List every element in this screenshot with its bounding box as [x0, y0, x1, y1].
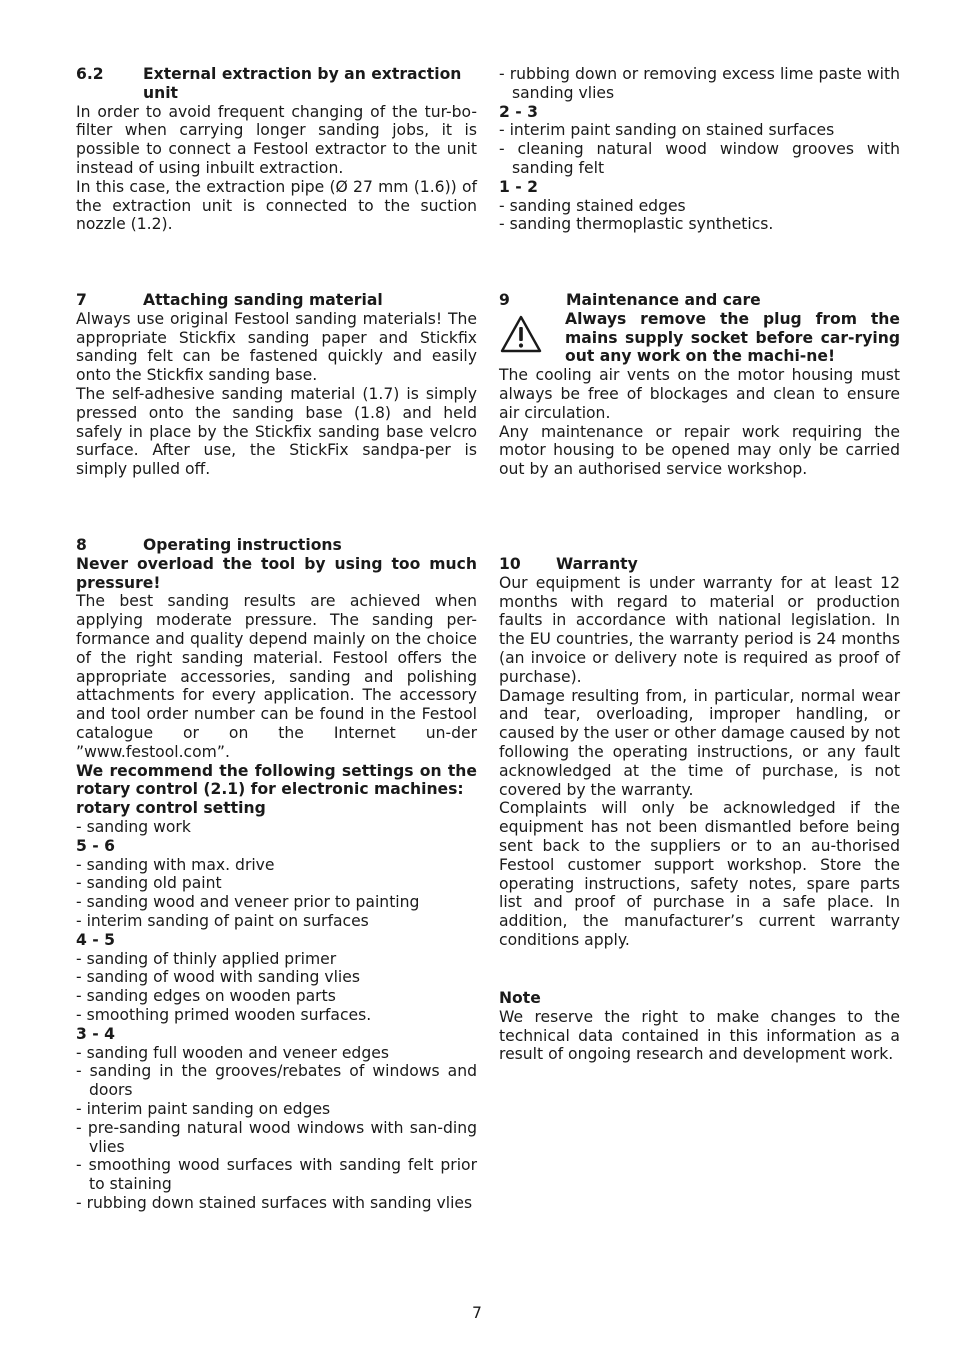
note-heading: Note [499, 989, 541, 1007]
setting-heading: 1 - 2 [499, 177, 539, 196]
list-item: - rubbing down or removing excess lime paste with sanding vlies [499, 65, 900, 102]
list-item: - sanding of thinly applied primer [76, 949, 337, 968]
warning-triangle-icon [499, 314, 543, 354]
page-number: 7 [472, 1304, 482, 1322]
list-item: - sanding in the grooves/rebates of windows and doors [76, 1062, 477, 1100]
list-item: - sanding thermoplastic synthetics. [499, 215, 774, 234]
section-7 [76, 291, 477, 479]
list-item: - interim paint sanding on stained surfaces [499, 121, 835, 140]
list-item: - sanding full wooden and veneer edges [76, 1043, 389, 1062]
list-item: - interim paint sanding on edges [76, 1099, 331, 1118]
list-item: - sanding work [76, 817, 191, 836]
paragraph: Complaints will only be acknowledged if the equipment has not been dismantled before being sent back to the suppliers or to an au-thorised Festool customer support workshop. Store the operating instructions, safety notes, spare parts list and proof of purchase in a safe place. In addition, the manufacturer’s current warranty conditions apply. [499, 799, 900, 949]
paragraph: Any maintenance or repair work requiring the motor housing to be opened may only be carried out by an authorised service workshop. [499, 422, 900, 479]
list-item: - pre-sanding natural wood windows with san-ding vlies [76, 1118, 477, 1156]
section-6-2 [76, 65, 477, 234]
paragraph: The cooling air vents on the motor housing must always be free of blockages and clean to ensure air circulation. [499, 366, 900, 422]
recommendation-text: We recommend the following settings on the rotary control (2.1) for electronic machines: [76, 761, 477, 799]
note-section [499, 989, 900, 1064]
warning-text: Never overload the tool by using too much pressure! [76, 554, 477, 592]
section-heading: 6.2 External extraction by an extraction unit [76, 65, 462, 102]
section-10 [499, 555, 900, 950]
warning-text: Always remove the plug from the mains supply socket before car-rying out any work on the machi-ne! [565, 309, 900, 366]
settings-continued [499, 65, 900, 234]
setting-heading: 3 - 4 [76, 1024, 116, 1043]
list-item: - sanding of wood with sanding vlies [76, 968, 360, 987]
setting-heading: 5 - 6 [76, 836, 116, 855]
list-item: - sanding old paint [76, 874, 222, 893]
section-heading: 10 Warranty [499, 555, 638, 573]
paragraph: The best sanding results are achieved when applying moderate pressure. The sanding per-formance and quality depend mainly on the choice of the right sanding material. Festool offers the appropriate accessories, sanding and polishing attachments for every application. The accessory and tool order number can be found in the Festool catalogue or on the Internet un-der ”www.festool.com”. [76, 592, 477, 761]
section-9 [499, 291, 900, 479]
section-heading: 8 Operating instructions [76, 536, 342, 554]
list-item: - sanding wood and veneer prior to painting [76, 893, 420, 912]
section-heading: 7 Attaching sanding material [76, 291, 383, 309]
section-heading: 9 Maintenance and care [499, 291, 761, 309]
paragraph: In this case, the extraction pipe (Ø 27 mm (1.6)) of the extraction unit is connected to the suction nozzle (1.2). [76, 177, 477, 234]
list-item: - interim sanding of paint on surfaces [76, 911, 369, 930]
list-item: - sanding with max. drive [76, 855, 275, 874]
list-item: - rubbing down stained surfaces with sanding vlies [76, 1193, 473, 1212]
paragraph: Damage resulting from, in particular, normal wear and tear, overloading, improper handling, or caused by the user or other damage caused by not following the operating instructions, or any fault acknowledged at the time of purchase, is not covered by the warranty. [499, 686, 900, 799]
warning-block [499, 310, 900, 366]
paragraph: Always use original Festool sanding materials! The appropriate Stickfix sanding paper and Stickfix sanding felt can be fastened quickly and easily onto the Stickfix sanding base. [76, 309, 477, 385]
paragraph: Our equipment is under warranty for at least 12 months with regard to material or production faults in accordance with national legislation. In the EU countries, the warranty period is 24 months (an invoice or delivery note is required as proof of purchase). [499, 573, 900, 686]
section-8 [76, 536, 477, 1213]
list-item: - smoothing primed wooden surfaces. [76, 1005, 372, 1024]
list-item: - cleaning natural wood window grooves with sanding felt [499, 140, 900, 177]
setting-heading: 2 - 3 [499, 102, 539, 121]
paragraph: The self-adhesive sanding material (1.7) is simply pressed onto the sanding base (1.8) and held safely in place by the Stickfix sanding base velcro surface. After use, the StickFix sandpa-per is simply pulled off. [76, 384, 477, 479]
paragraph: We reserve the right to make changes to the technical data contained in this information as a result of ongoing research and development work. [499, 1007, 900, 1064]
rotary-label: rotary control setting [76, 799, 266, 818]
list-item: - sanding stained edges [499, 196, 686, 215]
list-item: - sanding edges on wooden parts [76, 987, 336, 1006]
paragraph: In order to avoid frequent changing of the tur-bo-filter when carrying longer sanding jobs, it is possible to connect a Festool extractor to the unit instead of using inbuilt extraction. [76, 102, 477, 177]
setting-heading: 4 - 5 [76, 930, 116, 949]
list-item: - smoothing wood surfaces with sanding felt prior to staining [76, 1156, 477, 1194]
